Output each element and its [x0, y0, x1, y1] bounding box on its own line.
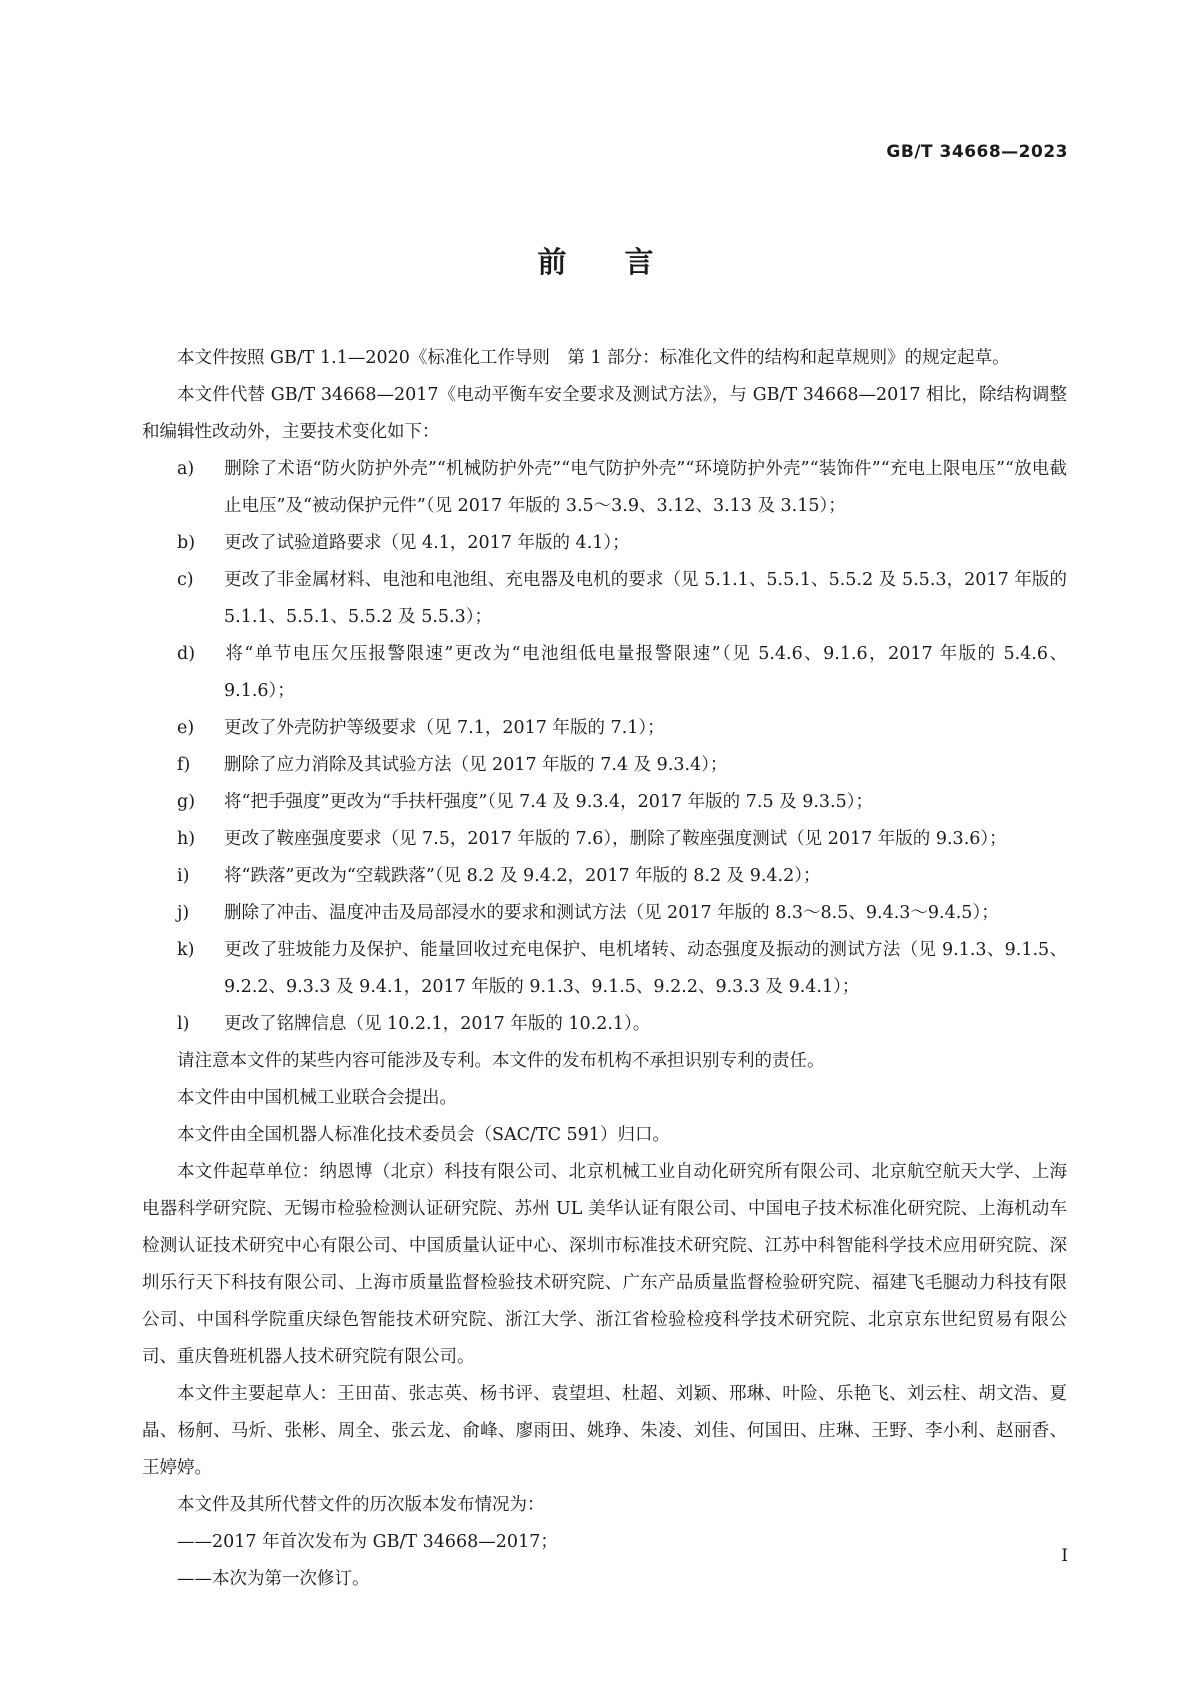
list-text: 更改了鞍座强度要求（见 7.5，2017 年版的 7.6），删除了鞍座强度测试（见 2017 年版的 9.3.6）；: [224, 829, 1007, 849]
paragraph-drafting-rules: 本文件按照 GB/T 1.1—2020《标准化工作导则 第 1 部分：标准化文件的结构和起草规则》的规定起草。: [177, 348, 1010, 368]
paragraph-replacement: 本文件代替 GB/T 34668—2017《电动平衡车安全要求及测试方法》，与 GB/T 34668—2017 相比，除结构调整和编辑性改动外，主要技术变化如下：: [142, 385, 1067, 442]
list-label: d): [177, 644, 196, 664]
list-text: 更改了驻坡能力及保护、能量回收过充电保护、电机堵转、动态强度及振动的测试方法（见 9.1.3、9.1.5、9.2.2、9.3.3 及 9.4.1，2017 年版的 9.1.3、9.1.5、9.2.2、9.3.3 及 9.4.1）；: [224, 940, 1067, 997]
list-label: i): [177, 866, 190, 886]
change-item-d: [142, 636, 1067, 710]
change-item-e: [142, 710, 1067, 747]
list-label: a): [177, 459, 195, 479]
change-item-h: [142, 821, 1067, 858]
change-item-l: [142, 1006, 1067, 1043]
list-label: k): [177, 940, 195, 960]
changes-list: [142, 451, 1067, 1043]
paragraph-history-intro: 本文件及其所代替文件的历次版本发布情况为：: [177, 1495, 545, 1515]
list-text: 删除了应力消除及其试验方法（见 2017 年版的 7.4 及 9.3.4）；: [224, 755, 728, 775]
page-number: I: [1061, 1546, 1068, 1566]
list-label: h): [177, 829, 196, 849]
history-item-current: ——本次为第一次修订。: [177, 1569, 370, 1589]
change-item-g: [142, 784, 1067, 821]
list-label: g): [177, 792, 196, 812]
list-text: 删除了术语“防火防护外壳”“机械防护外壳”“电气防护外壳”“环境防护外壳”“装饰件”“充电上限电压”“放电截止电压”及“被动保护元件”（见 2017 年版的 3.5～3.9、3.12、3.13 及 3.15）；: [224, 459, 1067, 516]
list-text: 更改了铭牌信息（见 10.2.1，2017 年版的 10.2.1）。: [224, 1014, 651, 1034]
list-text: 更改了外壳防护等级要求（见 7.1，2017 年版的 7.1）；: [224, 718, 665, 738]
standard-number: GB/T 34668—2023: [886, 142, 1068, 162]
paragraph-drafting-units: 本文件起草单位：纳恩博（北京）科技有限公司、北京机械工业自动化研究所有限公司、北京航空航天大学、上海电器科学研究院、无锡市检验检测认证研究院、苏州 UL 美华认证有限公司、中国电子技术标准化研究院、上海机动车检测认证技术研究中心有限公司、中国质量认证中心、深圳市标准技术研究院、江苏中科智能科学技术应用研究院、深圳乐行天下科技有限公司、上海市质量监督检验技术研究院、广东产品质量监督检验研究院、福建飞毛腿动力科技有限公司、中国科学院重庆绿色智能技术研究院、浙江大学、浙江省检验检疫科学技术研究院、北京京东世纪贸易有限公司、重庆鲁班机器人技术研究院有限公司。: [142, 1162, 1067, 1367]
paragraph-proposer: 本文件由中国机械工业联合会提出。: [177, 1088, 457, 1108]
paragraph-patent-notice: 请注意本文件的某些内容可能涉及专利。本文件的发布机构不承担识别专利的责任。: [177, 1051, 825, 1071]
list-text: 将“把手强度”更改为“手扶杆强度”（见 7.4 及 9.3.4，2017 年版的 7.5 及 9.3.5）；: [224, 792, 873, 812]
page-title: 前言: [537, 245, 712, 279]
list-text: 删除了冲击、温度冲击及局部浸水的要求和测试方法（见 2017 年版的 8.3～8.5、9.4.3～9.4.5）；: [224, 903, 999, 923]
change-item-j: [142, 895, 1067, 932]
change-item-f: [142, 747, 1067, 784]
list-label: j): [177, 903, 190, 923]
list-label: f): [177, 755, 191, 775]
list-text: 更改了非金属材料、电池和电池组、充电器及电机的要求（见 5.1.1、5.5.1、5.5.2 及 5.5.3，2017 年版的 5.1.1、5.5.1、5.5.2 及 5.5.3）；: [224, 570, 1067, 627]
foreword-body: [142, 340, 1067, 1598]
list-label: e): [177, 718, 195, 738]
list-label: c): [177, 570, 194, 590]
change-item-a: [142, 451, 1067, 525]
change-item-k: [142, 932, 1067, 1006]
list-label: l): [177, 1014, 190, 1034]
paragraph-committee: 本文件由全国机器人标准化技术委员会（SAC/TC 591）归口。: [177, 1125, 670, 1145]
history-item-first: ——2017 年首次发布为 GB/T 34668—2017；: [177, 1532, 558, 1552]
list-text: 更改了试验道路要求（见 4.1，2017 年版的 4.1）；: [224, 533, 630, 553]
change-item-c: [142, 562, 1067, 636]
list-text: 将“单节电压欠压报警限速”更改为“电池组低电量报警限速”（见 5.4.6、9.1.6，2017 年版的 5.4.6、9.1.6）；: [224, 644, 1067, 701]
list-text: 将“跌落”更改为“空载跌落”（见 8.2 及 9.4.2，2017 年版的 8.2 及 9.4.2）；: [224, 866, 821, 886]
list-label: b): [177, 533, 196, 553]
change-item-b: [142, 525, 1067, 562]
paragraph-drafters: 本文件主要起草人：王田苗、张志英、杨书评、袁望坦、杜超、刘颖、邢琳、叶险、乐艳飞、刘云柱、胡文浩、夏晶、杨舸、马炘、张彬、周全、张云龙、俞峰、廖雨田、姚琤、朱凌、刘佳、何国田、庄琳、王野、李小利、赵丽香、王婷婷。: [142, 1384, 1067, 1478]
change-item-i: [142, 858, 1067, 895]
